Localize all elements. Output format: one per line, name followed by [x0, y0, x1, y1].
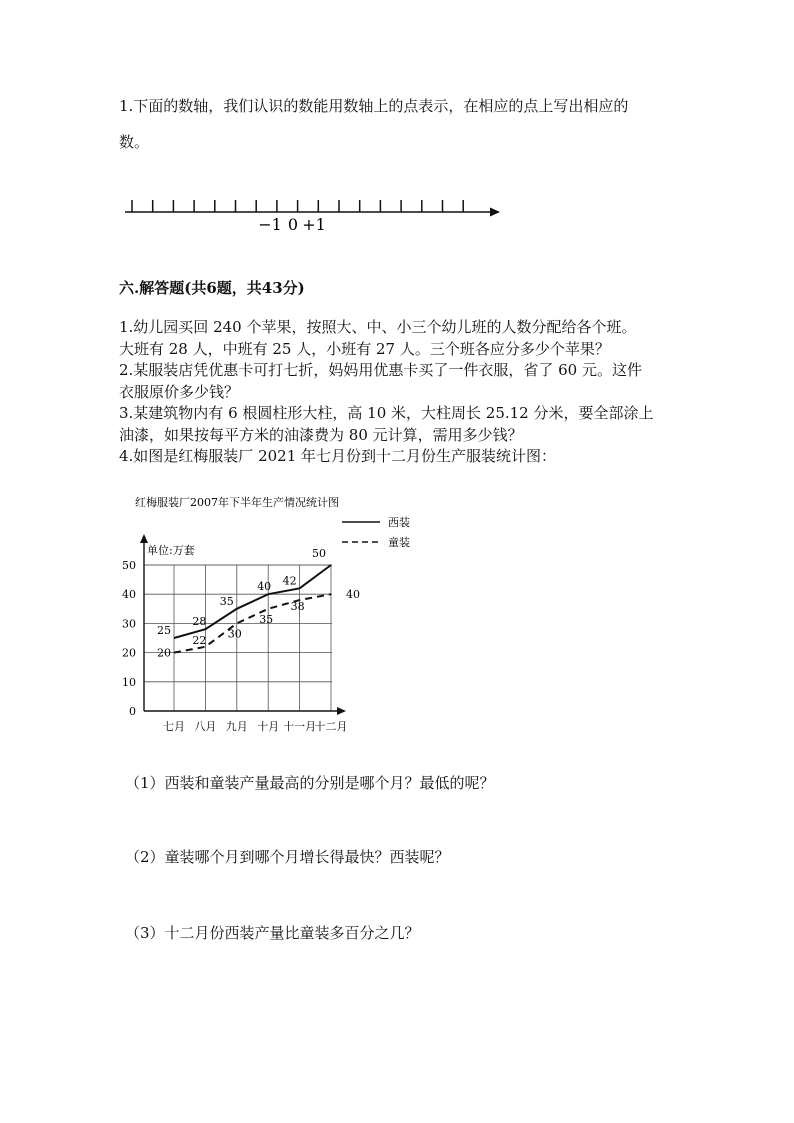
y-tick-label: 40	[122, 588, 136, 602]
problem-text-line: 大班有 28 人，中班有 25 人，小班有 27 人。三个班各应分多少个苹果？	[119, 340, 610, 358]
number-line-arrow	[490, 208, 500, 217]
problem-text-line: 衣服原价多少钱？	[119, 383, 240, 401]
legend-label-kids: 童装	[388, 536, 410, 549]
data-label-suits: 25	[157, 624, 171, 637]
x-tick-label: 十二月	[314, 720, 348, 733]
y-axis-arrow	[140, 534, 148, 543]
q1-text-line1: 1.下面的数轴，我们认识的数能用数轴上的点表示，在相应的点上写出相应的	[119, 97, 629, 115]
problem-text-line: 1.幼儿园买回 240 个苹果，按照大、中、小三个幼儿班的人数分配给各个班。	[119, 318, 637, 336]
sub-question-1: （1）西装和童装产量最高的分别是哪个月？最低的呢？	[125, 774, 495, 792]
x-tick-label: 八月	[194, 720, 217, 733]
sub-question-3: （3）十二月份西装产量比童装多百分之几？	[125, 924, 420, 942]
data-label-suits: 35	[219, 594, 234, 608]
data-label-suits: 28	[192, 615, 207, 629]
x-tick-label: 七月	[163, 720, 185, 733]
sub-question-2: （2）童装哪个月到哪个月增长得最快？西装呢？	[125, 848, 450, 866]
data-label-kids: 30	[227, 627, 242, 641]
chart-legend	[342, 515, 410, 549]
y-tick-label: 50	[122, 559, 136, 572]
axis-label-plus1: +1	[302, 215, 326, 234]
axis-label-zero: 0	[287, 215, 299, 234]
x-tick-label: 十一月	[283, 720, 317, 733]
number-line	[0, 190, 794, 240]
data-label-kids: 40	[346, 588, 360, 602]
problem-text-line: 4.如图是红梅服装厂 2021 年七月份到十二月份生产服装统计图：	[119, 447, 557, 465]
problem-text-line: 油漆，如果按每平方米的油漆费为 80 元计算，需用多少钱？	[119, 426, 523, 444]
y-tick-label: 20	[122, 646, 136, 660]
q1-text-line2: 数。	[119, 133, 150, 151]
x-tick-label: 九月	[225, 720, 248, 733]
y-tick-label: 10	[122, 675, 136, 689]
y-tick-label: 30	[122, 617, 136, 631]
data-label-suits: 42	[282, 574, 297, 588]
data-label-kids: 35	[259, 612, 274, 626]
chart-title: 红梅服装厂2007年下半年生产情况统计图	[135, 496, 339, 509]
axis-label-minus1: −1	[258, 215, 282, 234]
section6-heading: 六.解答题(共6题，共43分)	[119, 279, 305, 297]
data-label-suits: 40	[257, 580, 272, 594]
data-label-kids: 22	[192, 633, 207, 647]
data-label-kids: 20	[157, 646, 171, 660]
x-axis-arrow	[337, 707, 346, 715]
unit-label: 单位:万套	[147, 544, 195, 557]
problem-text-line: 2.某服装店凭优惠卡可打七折，妈妈用优惠卡买了一件衣服，省了 60 元。这件	[119, 361, 642, 379]
x-tick-label: 十月	[257, 720, 280, 733]
production-line-chart	[110, 490, 410, 740]
data-label-suits: 50	[312, 547, 326, 560]
y-tick-label: 0	[129, 705, 136, 718]
legend-label-suits: 西装	[388, 516, 410, 529]
problem-text-line: 3.某建筑物内有 6 根圆柱形大柱，高 10 米，大柱周长 25.12 分米，要全部涂上	[119, 404, 654, 422]
data-label-kids: 38	[290, 600, 305, 614]
